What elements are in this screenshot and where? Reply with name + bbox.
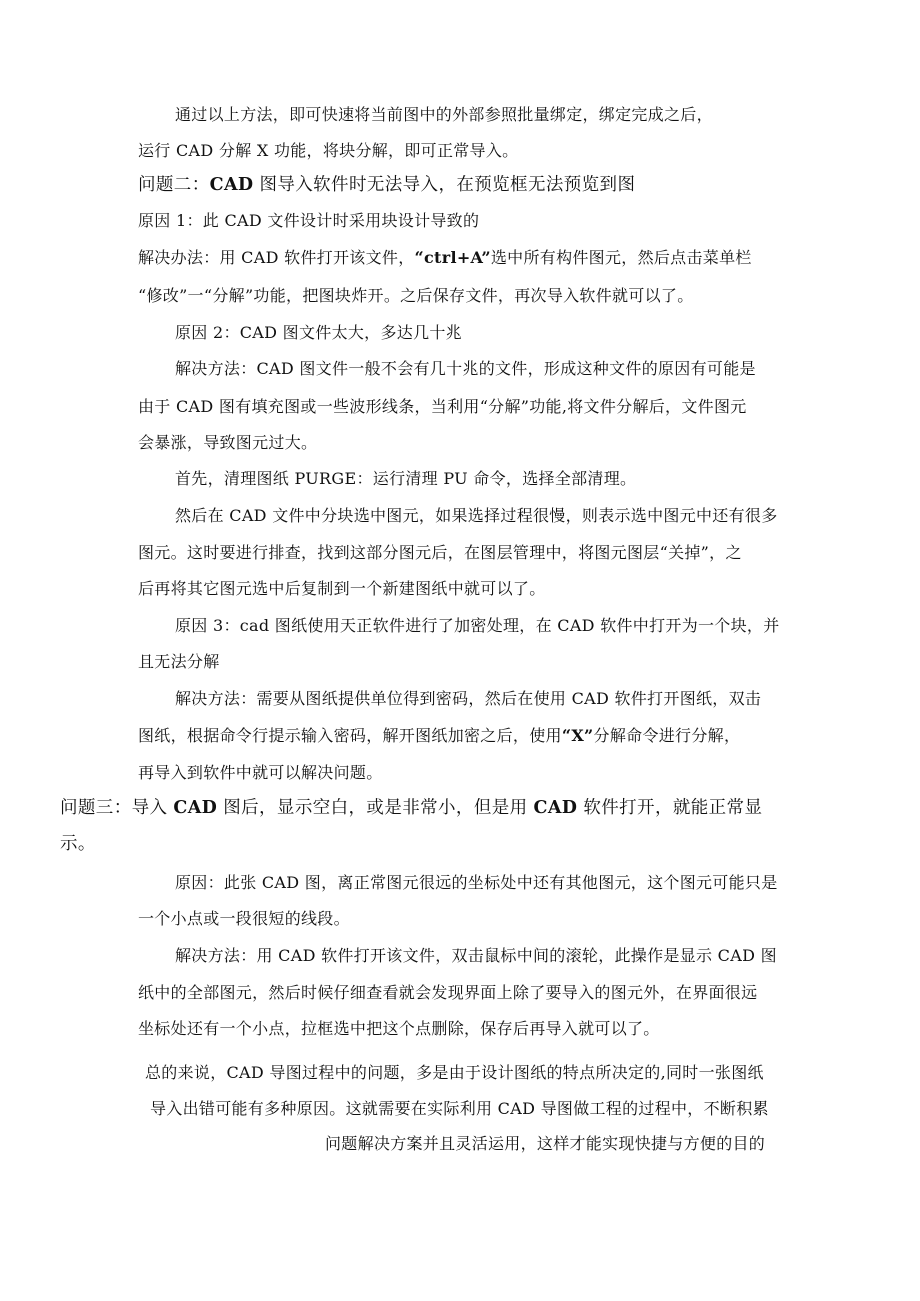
paragraph-line: 通过以上方法，即可快速将当前图中的外部参照批量绑定，绑定完成之后， (175, 105, 713, 124)
section-heading-problem-2 (138, 174, 635, 196)
section-heading-problem-3 (60, 797, 762, 819)
paragraph-line: 原因 2：CAD 图文件太大，多达几十兆 (175, 323, 462, 342)
paragraph-line: 原因 1：此 CAD 文件设计时采用块设计导致的 (138, 211, 480, 230)
heading-text: 图导入软件时无法导入，在预览框无法预览到图 (253, 175, 636, 195)
paragraph-line: 图元。这时要进行排查，找到这部分图元后，在图层管理中，将图元图层“关掉”，之 (138, 543, 742, 562)
heading-text: 图后，显示空白，或是非常小，但是用 (217, 798, 534, 818)
paragraph-line: 一个小点或一段很短的线段。 (138, 909, 350, 928)
text-span: 分解命令进行分解， (593, 726, 741, 745)
paragraph-line: 会暴涨，导致图元过大。 (138, 433, 318, 452)
paragraph-line: 导入出错可能有多种原因。这就需要在实际利用 CAD 导图做工程的过程中，不断积累 (150, 1099, 769, 1118)
heading-cad: CAD (533, 798, 578, 818)
heading-cad: CAD (209, 175, 254, 195)
heading-cad: CAD (173, 798, 218, 818)
paragraph-line: 运行 CAD 分解 X 功能，将块分解，即可正常导入。 (138, 141, 519, 160)
paragraph-line: 解决方法：CAD 图文件一般不会有几十兆的文件，形成这种文件的原因有可能是 (175, 359, 756, 378)
paragraph-line: 后再将其它图元选中后复制到一个新建图纸中就可以了。 (138, 579, 546, 598)
heading-text: 问题三：导入 (60, 798, 174, 818)
paragraph-line: 首先，清理图纸 PURGE：运行清理 PU 命令，选择全部清理。 (175, 469, 637, 488)
command-text: “X” (561, 726, 594, 745)
text-span: 解决办法：用 CAD 软件打开该文件， (138, 248, 415, 267)
paragraph-line: 然后在 CAD 文件中分块选中图元，如果选择过程很慢，则表示选中图元中还有很多 (175, 506, 778, 525)
paragraph-line: 原因：此张 CAD 图，离正常图元很远的坐标处中还有其他图元，这个图元可能只是 (175, 873, 778, 892)
text-span: 选中所有构件图元，然后点击菜单栏 (490, 248, 752, 267)
paragraph-line: 问题解决方案并且灵活运用，这样才能实现快捷与方便的目的 (325, 1134, 766, 1153)
heading-text: 问题二： (138, 175, 210, 195)
text-span: 图纸，根据命令行提示输入密码，解开图纸加密之后，使用 (138, 726, 562, 745)
paragraph-line (138, 247, 752, 269)
paragraph-line: 纸中的全部图元，然后时候仔细查看就会发现界面上除了要导入的图元外，在界面很远 (138, 983, 758, 1002)
paragraph-line: “修改”一“分解”功能，把图块炸开。之后保存文件，再次导入软件就可以了。 (138, 286, 694, 305)
paragraph-line (138, 725, 740, 747)
paragraph-line: 解决方法：用 CAD 软件打开该文件，双击鼠标中间的滚轮，此操作是显示 CAD 图 (175, 946, 777, 965)
paragraph-line: 原因 3：cad 图纸使用天正软件进行了加密处理，在 CAD 软件中打开为一个块，并 (175, 616, 780, 635)
heading-text: 软件打开，就能正常显 (577, 798, 763, 818)
paragraph-line: 坐标处还有一个小点，拉框选中把这个点删除，保存后再导入就可以了。 (138, 1019, 660, 1038)
shortcut-text: “ctrl+A” (414, 248, 491, 267)
paragraph-line: 且无法分解 (138, 652, 220, 671)
paragraph-line: 解决方法：需要从图纸提供单位得到密码，然后在使用 CAD 软件打开图纸，双击 (175, 689, 762, 708)
paragraph-line: 再导入到软件中就可以解决问题。 (138, 763, 383, 782)
paragraph-line: 由于 CAD 图有填充图或一些波形线条，当利用“分解”功能,将文件分解后，文件图元 (138, 397, 747, 416)
paragraph-line: 总的来说，CAD 导图过程中的问题，多是由于设计图纸的特点所决定的,同时一张图纸 (145, 1063, 764, 1082)
section-heading-problem-3-cont: 示。 (60, 834, 96, 854)
